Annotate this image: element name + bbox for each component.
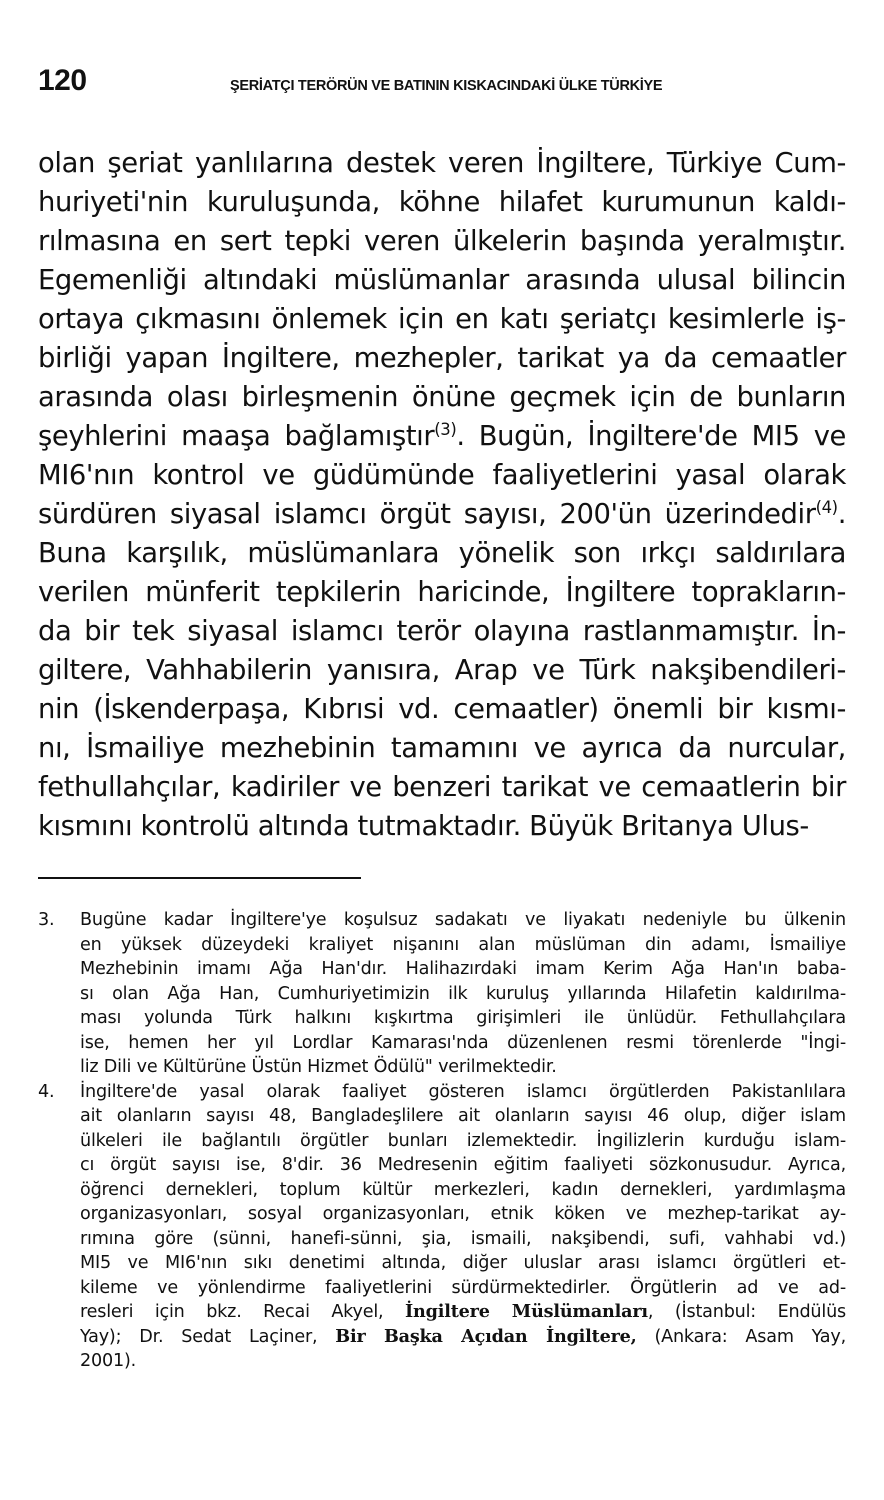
footnote-line: rımına göre (sünni, hanefi-sünni, şia, ismaili, nakşibendi, sufi, vahhabi vd.)	[80, 1228, 846, 1249]
footnote-ref-3: (3)	[434, 420, 457, 440]
footnote-line: sı olan Ağa Han, Cumhuriyetimizin ilk kuruluş yıllarında Hilafetin kaldırılma-	[80, 983, 846, 1004]
text-line: nı, İsmailiye mezhebinin tamamını ve ayrıca da nurcular,	[38, 733, 846, 764]
footnote-line: öğrenci dernekleri, toplum kültür merkezleri, kadın dernekleri, yardımlaşma	[80, 1179, 846, 1200]
footnote-line: en yüksek düzeydeki kraliyet nişanını alan müslüman din adamı, İsmailiye	[80, 934, 846, 955]
footnote-4	[38, 1080, 846, 1374]
citation-text: , (İstanbul: Endülüs	[647, 1302, 846, 1322]
footnote-line: MI5 ve MI6'nın sıkı denetimi altında, diğer uluslar arası islamcı örgütleri et-	[80, 1253, 846, 1273]
footnote-line: organizasyonları, sosyal organizasyonları, etnik köken ve mezhep-tarikat ay-	[80, 1204, 846, 1224]
footnote-line: Mezhebinin imamı Ağa Han'dır. Halihazırdaki imam Kerim Ağa Han'ın baba-	[80, 959, 846, 979]
footnote-line: cı örgüt sayısı ise, 8'dir. 36 Medresenin eğitim faaliyeti sözkonusudur. Ayrıca,	[80, 1155, 846, 1175]
text-fragment: . Bugün, İngiltere'de MI5 ve	[456, 421, 846, 452]
citation-text: (Ankara: Asam Yay,	[636, 1326, 846, 1347]
footnotes	[38, 908, 846, 1374]
footnote-line: ülkeleri ile bağlantılı örgütler bunları izlemektedir. İngilizlerin kurduğu islam-	[80, 1130, 846, 1151]
text-fragment: şeyhlerini maaşa bağlamıştır	[38, 421, 435, 452]
text-line: kısmını kontrolü altında tutmaktadır. Büyük Britanya Ulus-	[38, 811, 809, 842]
footnote-number: 4.	[38, 1081, 55, 1102]
page-number: 120	[38, 64, 87, 97]
footnote-line: ise, hemen her yıl Lordlar Kamarası'nda düzenlenen resmi törenlerde "İngi-	[80, 1032, 846, 1053]
text-line: da bir tek siyasal islamcı terör olayına rastlanmamıştır. İn-	[38, 616, 846, 647]
text-line: olan şeriat yanlılarına destek veren İngiltere, Türkiye Cum-	[38, 148, 846, 179]
footnote-ref-4: (4)	[815, 498, 838, 518]
text-line-with-ref	[38, 417, 846, 456]
footnote-divider	[38, 877, 361, 879]
text-fragment: sürdüren siyasal islamcı örgüt sayısı, 200'ün üzerindedir	[38, 499, 816, 530]
citation-text: Yay); Dr. Sedat Laçiner,	[80, 1326, 336, 1347]
footnote-line: kileme ve yönlendirme faaliyetlerini sürdürmektedirler. Örgütlerin ad ve ad-	[80, 1277, 846, 1298]
text-line: Egemenliği altındaki müslümanlar arasında ulusal bilincin	[38, 265, 846, 296]
footnote-line-citation	[80, 1325, 846, 1350]
text-line: birliği yapan İngiltere, mezhepler, tarikat ya da cemaatler	[38, 343, 846, 374]
page-header	[38, 64, 846, 104]
footnote-number: 3.	[38, 910, 55, 930]
text-line: ortaya çıkmasını önlemek için en katı şeriatçı kesimlerle iş-	[38, 304, 846, 335]
running-title: ŞERİATÇI TERÖRÜN VE BATININ KISKACINDAKİ ÜLKE TÜRKİYE	[230, 78, 663, 94]
text-line-with-ref	[38, 495, 846, 534]
footnote-line: 2001).	[80, 1351, 137, 1371]
footnote-line: İngiltere'de yasal olarak faaliyet gösteren islamcı örgütlerden Pakistanlılara	[80, 1081, 846, 1102]
text-line: nin (İskenderpaşa, Kıbrısi vd. cemaatler) önemli bir kısmı-	[38, 694, 846, 725]
book-title: Bir Başka Açıdan İngiltere,	[335, 1325, 637, 1347]
text-line: verilen münferit tepkilerin haricinde, İngiltere toprakların-	[38, 577, 846, 608]
text-fragment: .	[837, 499, 846, 530]
footnote-line: Bugüne kadar İngiltere'ye koşulsuz sadakatı ve liyakatı nedeniyle bu ülkenin	[80, 910, 846, 930]
book-title: İngiltere Müslümanları	[405, 1301, 648, 1322]
main-text	[38, 144, 846, 846]
text-line: rılmasına en sert tepki veren ülkelerin başında yeralmıştır.	[38, 226, 846, 257]
citation-text: resleri için bkz. Recai Akyel,	[80, 1302, 406, 1322]
text-line: huriyeti'nin kuruluşunda, köhne hilafet kurumunun kaldı-	[38, 187, 846, 218]
text-line: fethullahçılar, kadiriler ve benzeri tarikat ve cemaatlerin bir	[38, 772, 846, 803]
footnote-line: ması yolunda Türk halkını kışkırtma girişimleri ile ünlüdür. Fethullahçılara	[80, 1008, 846, 1028]
text-line: Buna karşılık, müslümanlara yönelik son ırkçı saldırılara	[38, 538, 846, 569]
footnote-line-citation	[80, 1300, 846, 1325]
footnote-line: ait olanların sayısı 48, Bangladeşlilere ait olanların sayısı 46 olup, diğer islam	[80, 1106, 846, 1126]
text-line: arasında olası birleşmenin önüne geçmek için de bunların	[38, 382, 846, 413]
footnote-3	[38, 908, 846, 1080]
footnote-line: liz Dili ve Kültürüne Üstün Hizmet Ödülü" verilmektedir.	[80, 1057, 557, 1077]
text-line: MI6'nın kontrol ve güdümünde faaliyetlerini yasal olarak	[38, 460, 846, 491]
text-line: giltere, Vahhabilerin yanısıra, Arap ve Türk nakşibendileri-	[38, 655, 846, 686]
